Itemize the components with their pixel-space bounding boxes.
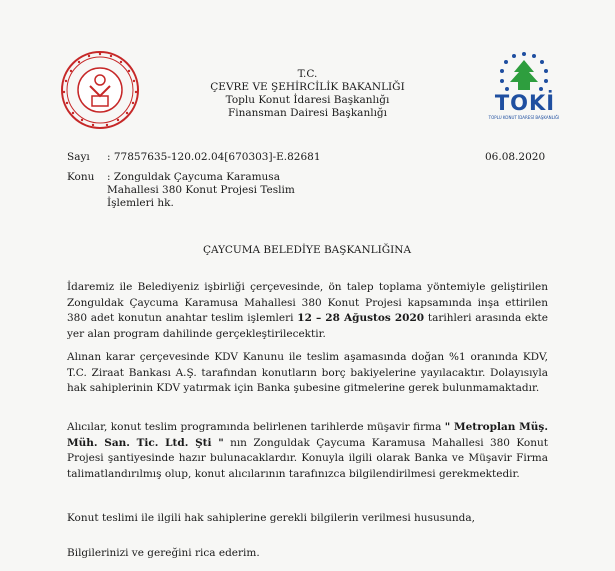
letterhead	[160, 68, 455, 120]
paragraph-3	[67, 420, 548, 482]
toki-logo-text: TOKİ	[494, 91, 556, 115]
p1-text-a: İdaremiz ile Belediyeniz işbirliği çerçevesinde, ön talep toplama yöntemiyle geliştirilen Zonguldak Çaycuma Karamusa Mahallesi 380 Konut Projesi kapsamında inşa ettirilen 380 adet konutun anahtar teslim işlemleri	[67, 281, 548, 324]
p3-text-a: Alıcılar, konut teslim programında belirlenen tarihlerde müşavir firma	[67, 421, 445, 433]
konu-label: Konu	[67, 171, 95, 183]
p1-text-b: tarihleri arasında ekte yer alan program dahilinde gerçekleştirilecektir.	[67, 312, 548, 340]
paragraph-2: Alınan karar çerçevesinde KDV Kanunu ile teslim aşamasında doğan %1 oranında KDV, T.C. Ziraat Bankası A.Ş. tarafından konutların borç bakiyelerine yayılacaktır. Dolayısıyla hak sahiplerinin KDV yatırmak için Banka şubesine gitmelerine gerek bulunmamaktadır.	[67, 351, 548, 394]
paragraph-4: Konut teslimi ile ilgili hak sahiplerine gerekli bilgilerin verilmesi hususunda,	[67, 512, 475, 524]
p1-dates: 12 – 28 Ağustos 2020	[297, 312, 425, 324]
konu-value: : Zonguldak Çaycuma Karamusa Mahallesi 380 Konut Projesi Teslim İşlemleri hk.	[107, 171, 295, 209]
paragraph-5: Bilgilerinizi ve gereğini rica ederim.	[67, 547, 260, 559]
p3-firm-name: " Metroplan Müş. Müh. San. Tic. Ltd. Şti "	[67, 421, 548, 449]
letterhead-department: Finansman Dairesi Başkanlığı	[227, 107, 388, 119]
ministry-seal-icon	[60, 50, 140, 130]
letterhead-administration: Toplu Konut İdaresi Başkanlığı	[225, 94, 390, 106]
sayi-value: : 77857635-120.02.04[670303]-E.82681	[107, 151, 321, 163]
document-date: 06.08.2020	[485, 151, 546, 163]
letterhead-ministry: ÇEVRE VE ŞEHİRCİLİK BAKANLIĞI	[210, 81, 405, 93]
toki-logo-subtext: TOPLU KONUT İDARESİ BAŞKANLIĞI	[488, 115, 560, 120]
paragraph-1	[67, 280, 548, 342]
sayi-label: Sayı	[67, 151, 90, 163]
letterhead-tc: T.C.	[297, 68, 318, 80]
addressee: ÇAYCUMA BELEDİYE BAŞKANLIĞINA	[202, 244, 412, 256]
p3-text-b: nın Zonguldak Çaycuma Karamusa Mahallesi 380 Konut Projesi şantiyesinde hazır bulunacaklardır. Konuyla ilgili olarak Banka ve Müşavir Firma talimatlandırılmış olup, konut alıcılarının tarafınızca bilgilendirilmesi gerekmektedir.	[67, 436, 548, 480]
